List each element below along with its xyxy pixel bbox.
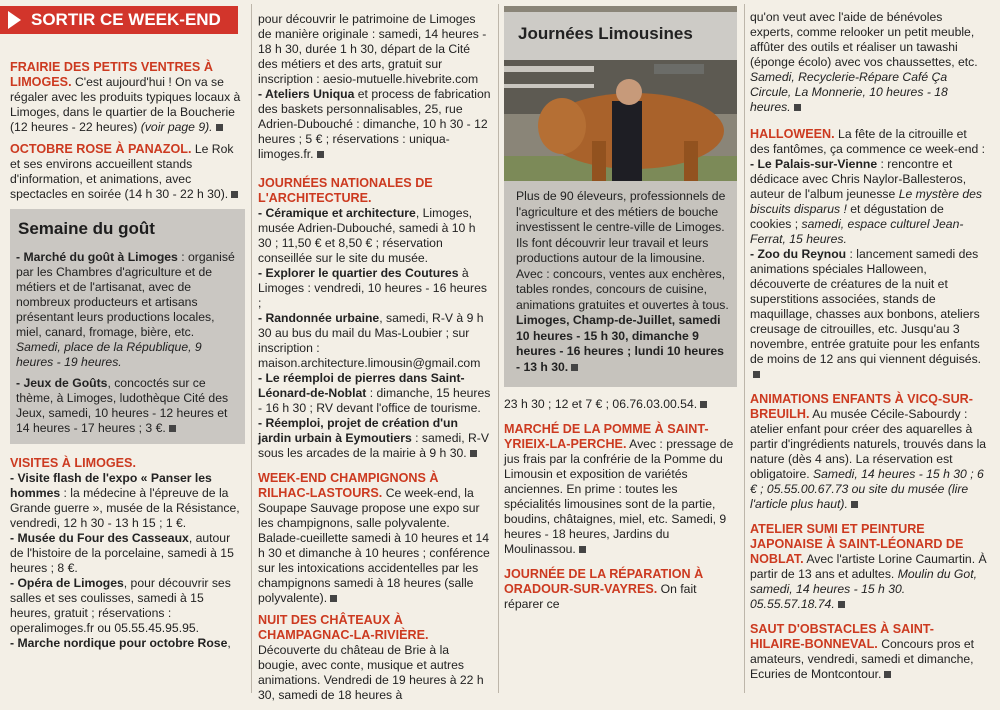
article-frairie: FRAIRIE DES PETITS VENTRES À LIMOGES. C'est aujourd'hui ! On va se régaler avec les produits typiques locaux à Limoges, dans le quartier de la Boucherie (12 heures - 22 heures) (voir page 9). <box>10 60 241 134</box>
column-rule <box>498 4 499 693</box>
end-mark-icon <box>753 371 760 378</box>
article-visites: VISITES À LIMOGES. - Visite flash de l'expo « Panser les hommes : la médecine à l'épreuve de la Grande guerre », musée de la Résistance, vendredi, 12 h 30 - 13 h 15 ; 1 €. - Musée du Four des Casseaux, autour de l'histoire de la porcelaine, samedi à 15 heures ; 8 €. - Opéra de Limoges, pour découvrir ses salles et ses coulisses, samedi à 15 heures, gratuit ; réservations : operalimoges.fr ou 05.55.45.95.95. - Marche nordique pour octobre Rose, <box>10 456 240 650</box>
column-4 <box>750 10 988 689</box>
article-octobre-rose: OCTOBRE ROSE À PANAZOL. Le Rok et ses environs accueillent stands d'information, et animations, avec spectacles en soirée (14 h 30 - 22 h 30). <box>10 142 245 202</box>
article-halloween: HALLOWEEN. La fête de la citrouille et des fantômes, ça commence ce week-end : - Le Palais-sur-Vienne : rencontre et dédicace avec Chris Naylor-Ballesteros, auteur de l'album jeunesse Le mystère des biscuits disparus ! et dégustation de cookies ; samedi, espace culturel Jean-Ferrat, 15 heures. - Zoo du Reynou : lancement samedi des animations spéciales Halloween, découverte de créatures de la nuit et superstitions associées, stands de maquillage, chasses aux bonbons, ateliers creusage de citrouilles, etc. Jusqu'au 3 novembre, entrée gratuite pour les enfants de moins de 12 ans qui viennent déguisés. <box>750 127 988 382</box>
end-mark-icon <box>884 671 891 678</box>
banner-title: SORTIR CE WEEK-END <box>31 10 221 29</box>
article-nuit-cont: 23 h 30 ; 12 et 7 € ; 06.76.03.00.54. <box>504 397 737 412</box>
article-nuit-chateaux: NUIT DES CHÂTEAUX À CHAMPAGNAC-LA-RIVIÈRE. Découverte du château de Brie à la bougie, avec conte, musique et autres animations. Vendredi de 19 heures à 22 h 30, samedi de 18 heures à <box>258 613 484 702</box>
article-title: ANIMATIONS ENFANTS À VICQ-SUR-BREUILH. <box>750 392 973 421</box>
photo-title: Journées Limousines <box>504 12 737 60</box>
article-title: ATELIER SUMI ET PEINTURE JAPONAISE À SAINT-LÉONARD DE NOBLAT. <box>750 522 964 566</box>
box-title: Semaine du goût <box>18 219 155 238</box>
article-saut: SAUT D'OBSTACLES À SAINT-HILAIRE-BONNEVAL. Concours pros et amateurs, vendredi, samedi et dimanche, Ecuries de Montcontour. <box>750 622 975 681</box>
article-vicq: ANIMATIONS ENFANTS À VICQ-SUR-BREUILH. Au musée Cécile-Sabourdy : atelier enfant pour créer des aquarelles à partir d'ingrédients naturels, trouvés dans la nature (dès 4 ans). La réservation est obligatoire. Samedi, 14 heures - 15 h 30 ; 6 € ; 05.55.00.67.73 ou site du musée (lire l'article plus haut). <box>750 392 987 511</box>
article-title: OCTOBRE ROSE À PANAZOL. <box>10 142 192 156</box>
cattle-photo <box>504 6 737 181</box>
end-mark-icon <box>231 191 238 198</box>
section-banner <box>0 6 238 34</box>
article-title: MARCHÉ DE LA POMME À SAINT-YRIEIX-LA-PERCHE. <box>504 422 709 451</box>
end-mark-icon <box>330 595 337 602</box>
end-mark-icon <box>169 425 176 432</box>
article-title: JOURNÉES NATIONALES DE L'ARCHITECTURE. <box>258 176 433 205</box>
article-title: WEEK-END CHAMPIGNONS À RILHAC-LASTOURS. <box>258 471 439 500</box>
article-title: FRAIRIE DES PETITS VENTRES À LIMOGES. <box>10 60 213 89</box>
column-2 <box>258 12 491 710</box>
article-title: JOURNÉE DE LA RÉPARATION À ORADOUR-SUR-VAYRES. <box>504 567 704 596</box>
end-mark-icon <box>579 546 586 553</box>
arrow-icon <box>8 11 21 29</box>
column-rule <box>251 4 252 693</box>
article-reparation: JOURNÉE DE LA RÉPARATION À ORADOUR-SUR-VAYRES. On fait réparer ce <box>504 567 704 611</box>
column-3 <box>504 6 737 619</box>
end-mark-icon <box>851 501 858 508</box>
gout-box: Semaine du goût - Marché du goût à Limoges : organisé par les Chambres d'agriculture et de métiers et de l'artisanat, avec de nombreux producteurs et artisans présentant leurs productions locales, miel, canard, fromage, bière, etc. Samedi, place de la République, 9 heures - 19 heures. - Jeux de Goûts, concoctés sur ce thème, à Limoges, ludothèque Cité des Jeux, samedi, 10 heures - 12 heures et 14 heures - 17 heures ; 3 €. <box>10 209 245 444</box>
column-rule <box>744 4 745 693</box>
end-mark-icon <box>794 104 801 111</box>
article-title: HALLOWEEN. <box>750 127 835 141</box>
article-title: NUIT DES CHÂTEAUX À CHAMPAGNAC-LA-RIVIÈRE. <box>258 613 429 642</box>
article-reparation-cont: qu'on veut avec l'aide de bénévoles experts, comme relooker un petit meuble, affûter des outils et réaliser un tawashi (éponge écolo) avec vos chaussettes, etc. Samedi, Recyclerie-Répare Café Ça Circule, La Monnerie, 10 heures - 18 heures. <box>750 10 978 114</box>
end-mark-icon <box>838 601 845 608</box>
article-marche-cont: pour découvrir le patrimoine de Limoges de manière originale : samedi, 14 heures - 18 h 30, durée 1 h 30, départ de la Cité des métiers et des arts, gratuit sur inscription : aesio-mutuelle.hivebrite.com - Ateliers Uniqua et process de fabrication des baskets personnalisables, 25, rue Adrien-Dubouché : dimanche, 10 h 30 - 12 heures ; 5 € ; réservations : uniqua-limoges.fr. <box>258 12 491 161</box>
end-mark-icon <box>317 151 324 158</box>
article-title: VISITES À LIMOGES. <box>10 456 136 470</box>
end-mark-icon <box>571 364 578 371</box>
end-mark-icon <box>470 450 477 457</box>
article-champignons: WEEK-END CHAMPIGNONS À RILHAC-LASTOURS. Ce week-end, la Soupape Sauvage propose une expo sur les champignons, salle polyvalente. Balade-cueillette samedi à 10 heures et 14 h 30 et dimanche à 10 heures ; conférence sur les intoxications accidentelles par les champignons samedi à 18 heures (salle polyvalente). <box>258 471 490 605</box>
end-mark-icon <box>216 124 223 131</box>
photo-caption: Plus de 90 éleveurs, professionnels de l'agriculture et des métiers de bouche investissent le centre-ville de Limoges. Ils font découvrir leur travail et leurs productions autour de la limousine. Avec : concours, ventes aux enchères, tables rondes, concours de cuisine, animations gratuites et ouvertes à tous. Limoges, Champ-de-Juillet, samedi 10 heures - 15 h 30, dimanche 9 heures - 16 heures ; lundi 10 heures - 13 h 30. <box>504 181 737 387</box>
article-pomme: MARCHÉ DE LA POMME À SAINT-YRIEIX-LA-PERCHE. Avec : pressage de jus frais par la confrérie de la Pomme du Limousin et exposition de variétés anciennes. En prime : toutes les spécialités limousines sont de la partie, boudins, châtaignes, miel, etc. Samedi, 9 heures - 18 heures, Jardins du Moulinassou. <box>504 422 734 556</box>
article-architecture: JOURNÉES NATIONALES DE L'ARCHITECTURE. - Céramique et architecture, Limoges, musée Adrien-Dubouché, samedi à 10 h 30 ; 11,50 € et 8,50 € ; réservation conseillée sur le site du musée. - Explorer le quartier des Coutures à Limoges : vendredi, 10 heures - 16 heures ; - Randonnée urbaine, samedi, R-V à 9 h 30 au bus du mail du Mas-Loubier ; sur inscription : maison.architecture.limousin@gmail.com - Le réemploi de pierres dans Saint-Léonard-de-Noblat : dimanche, 15 heures - 16 h 30 ; RV devant l'office de tourisme. - Réemploi, projet de création d'un jardin urbain à Eymoutiers : samedi, R-V sous les arcades de la mairie à 9 h 30. <box>258 176 491 460</box>
article-title: SAUT D'OBSTACLES À SAINT-HILAIRE-BONNEVAL. <box>750 622 934 651</box>
article-sumi: ATELIER SUMI ET PEINTURE JAPONAISE À SAINT-LÉONARD DE NOBLAT. Avec l'artiste Lorine Caumartin. À partir de 13 ans et adultes. Moulin du Got, samedi, 14 heures - 15 h 30. 05.55.57.18.74. <box>750 522 987 611</box>
column-1 <box>10 60 245 651</box>
end-mark-icon <box>700 401 707 408</box>
